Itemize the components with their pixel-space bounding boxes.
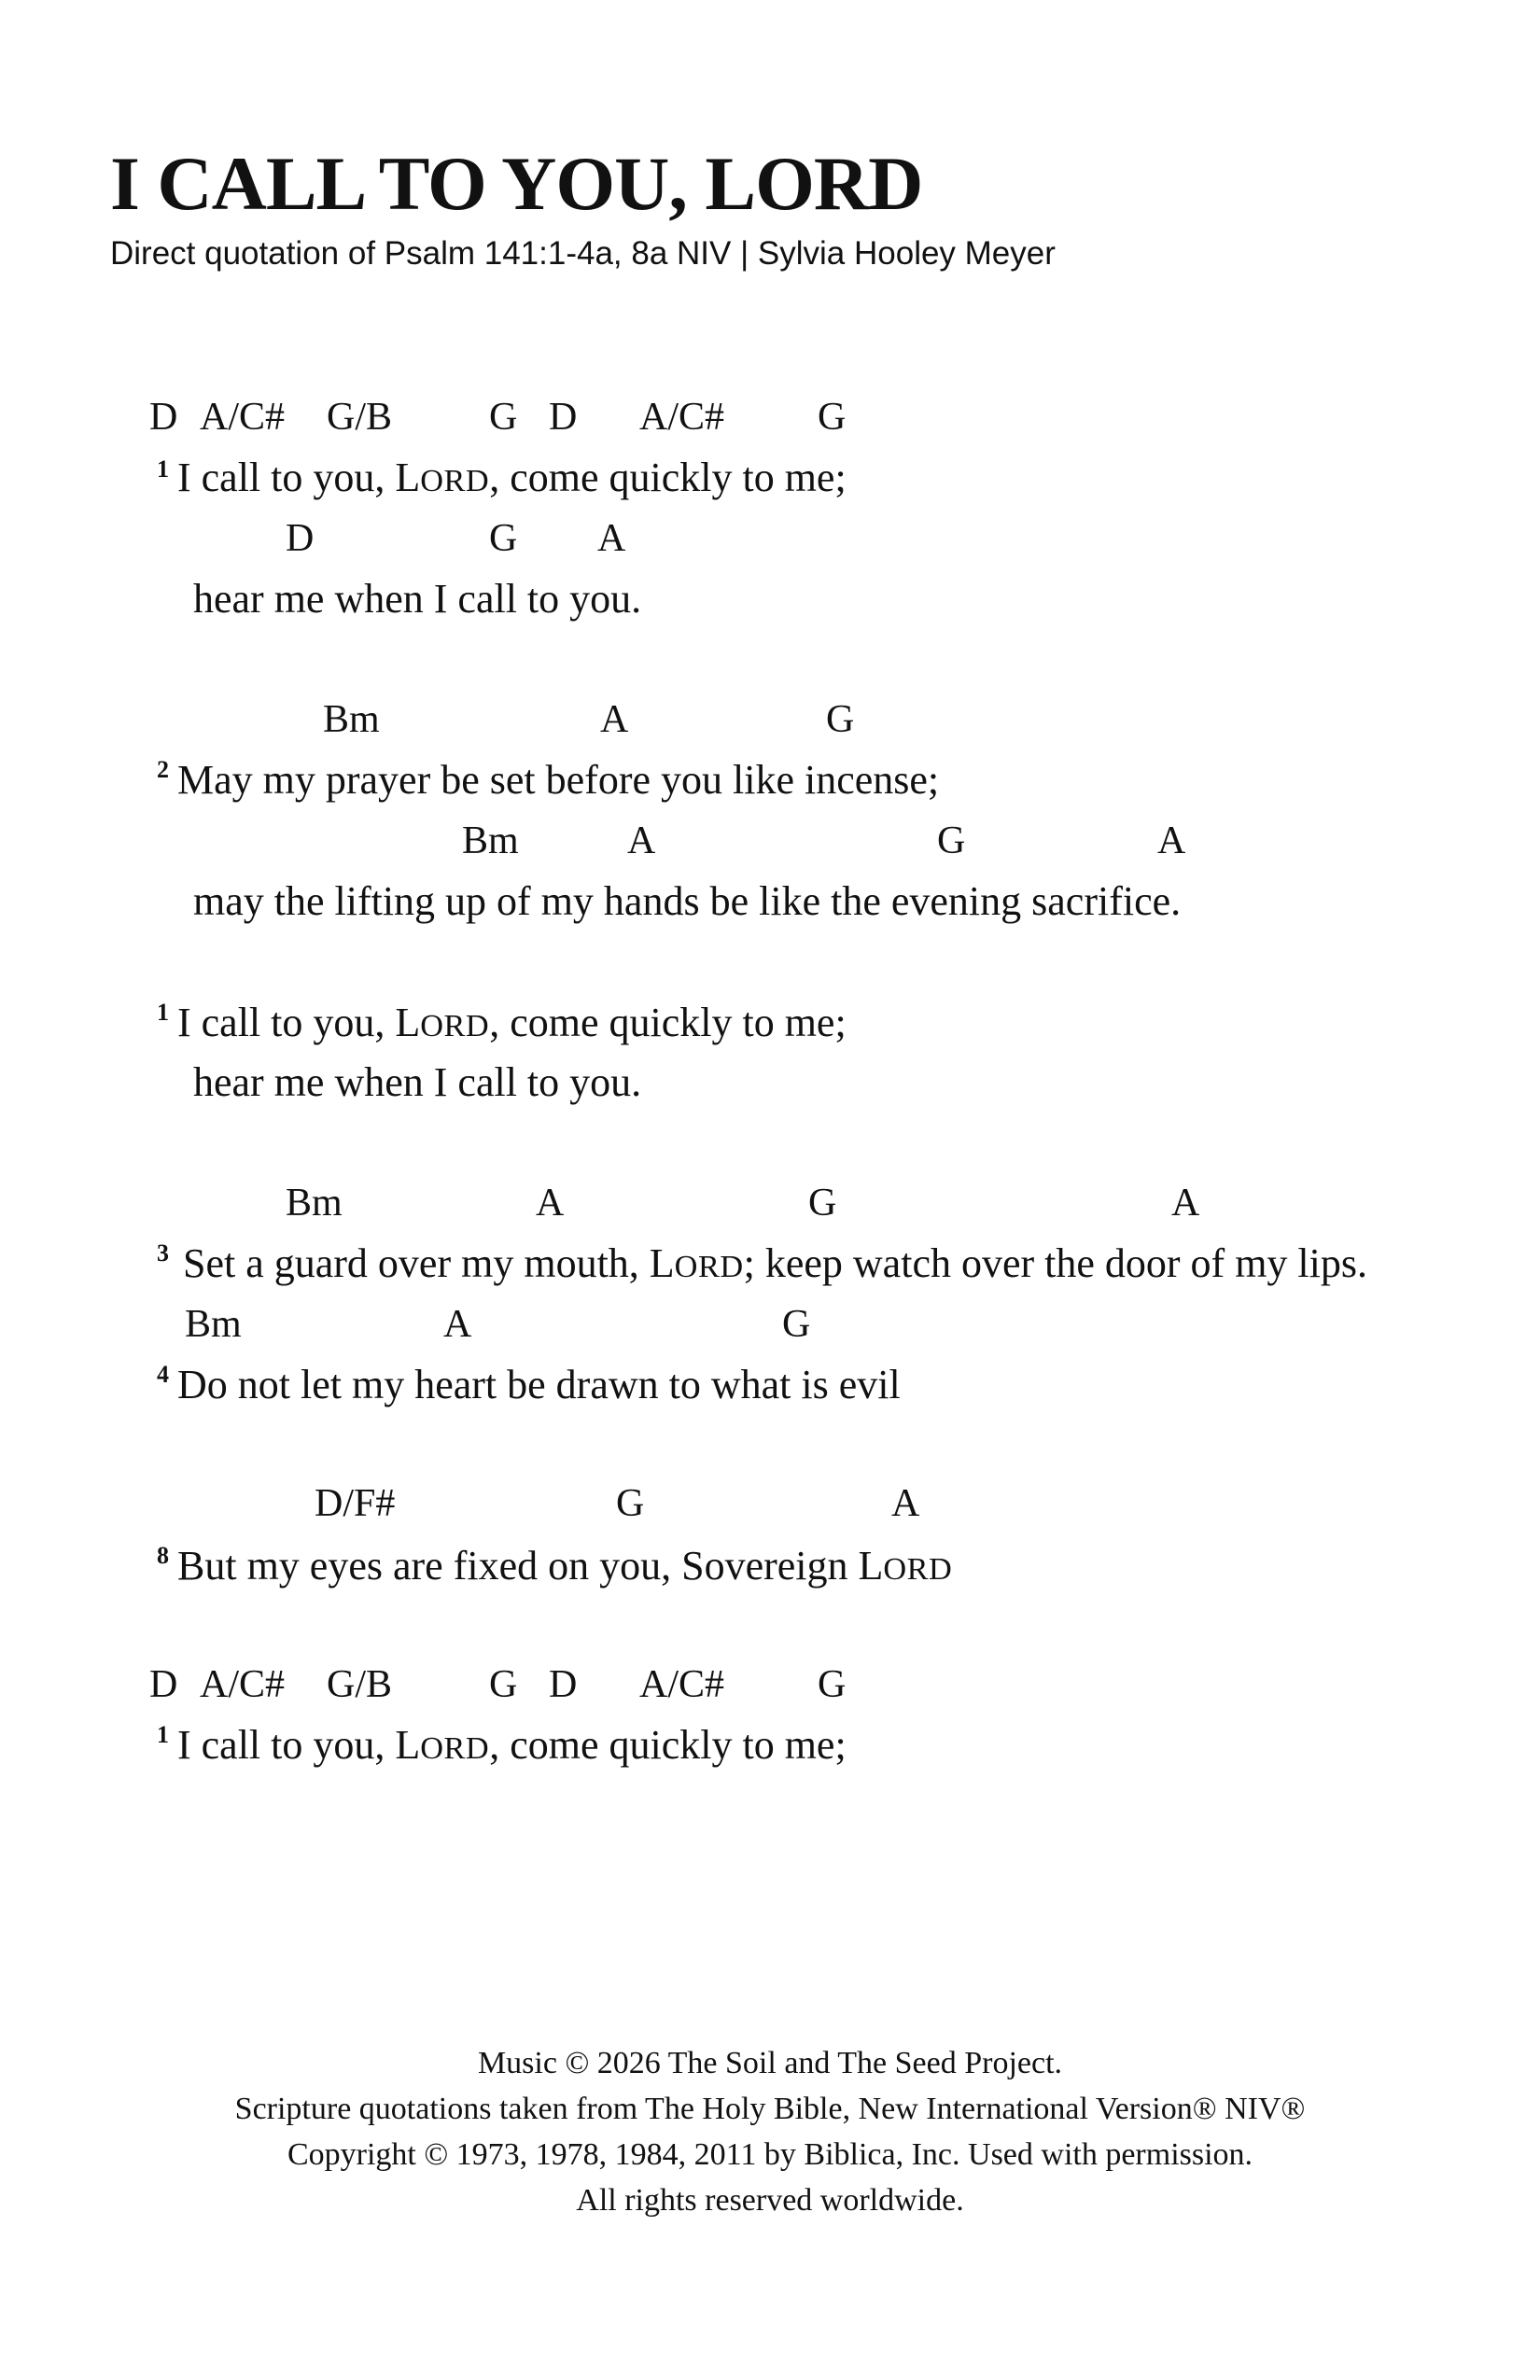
- lyric-small-caps: ORD: [883, 1551, 953, 1587]
- lyric-text: ; keep watch over the door of my lips.: [743, 1240, 1368, 1286]
- chord: A: [891, 1482, 920, 1525]
- song-subtitle: Direct quotation of Psalm 141:1-4a, 8a NIV | Sylvia Hooley Meyer: [110, 235, 1056, 272]
- chord: D: [286, 517, 315, 560]
- chord: G: [808, 1182, 837, 1225]
- lyric-text: , come quickly to me;: [489, 1722, 847, 1768]
- chord: A: [600, 698, 629, 741]
- verse-number: 8: [157, 1542, 169, 1569]
- chord: Bm: [323, 698, 380, 741]
- chord: G: [616, 1482, 645, 1525]
- lyric-text: , come quickly to me;: [489, 1000, 847, 1045]
- lyric-line: May my prayer be set before you like incense;: [177, 757, 940, 803]
- chord: A: [597, 517, 626, 560]
- chord: G: [937, 819, 966, 862]
- lyric-line: Do not let my heart be drawn to what is evil: [177, 1362, 901, 1407]
- verse-number: 2: [157, 756, 169, 783]
- lyric-line: may the lifting up of my hands be like the evening sacrifice.: [193, 878, 1182, 924]
- chord: A: [627, 819, 656, 862]
- lyric-text: I call to you, L: [177, 455, 421, 500]
- lyric-line: hear me when I call to you.: [193, 576, 642, 622]
- verse-number: 1: [157, 999, 169, 1026]
- chord: G: [489, 1663, 518, 1706]
- chord: D: [549, 1663, 578, 1706]
- chord: G: [826, 698, 855, 741]
- lyric-line: [177, 1543, 953, 1589]
- chord: G: [489, 517, 518, 560]
- lyric-line: hear me when I call to you.: [193, 1059, 642, 1105]
- lyric-text: I call to you, L: [177, 1722, 421, 1768]
- chord: Bm: [185, 1303, 242, 1346]
- chord: A/C#: [639, 1663, 725, 1706]
- lyric-text: I call to you, L: [177, 1000, 421, 1045]
- lyric-line: [183, 1240, 1368, 1286]
- footer-copyright-line: Scripture quotations taken from The Holy Bible, New International Version® NIV®: [234, 2092, 1306, 2126]
- lyric-small-caps: ORD: [420, 1008, 490, 1043]
- chord: A: [1171, 1182, 1200, 1225]
- chord: A/C#: [200, 396, 286, 439]
- chord: A: [443, 1303, 472, 1346]
- chord: A/C#: [200, 1663, 286, 1706]
- lyric-line: [177, 1722, 847, 1768]
- chord: G: [782, 1303, 811, 1346]
- chord: G/B: [327, 1663, 393, 1706]
- verse-number: 1: [157, 1721, 169, 1748]
- chord: A/C#: [639, 396, 725, 439]
- chord: G/B: [327, 396, 393, 439]
- chord: A: [536, 1182, 565, 1225]
- chord: G: [818, 1663, 847, 1706]
- footer-copyright-line: Music © 2026 The Soil and The Seed Project.: [477, 2046, 1063, 2080]
- chord: D: [549, 396, 578, 439]
- verse-number: 1: [157, 455, 169, 483]
- chord: Bm: [462, 819, 519, 862]
- chord: G: [489, 396, 518, 439]
- lyric-small-caps: ORD: [420, 463, 490, 498]
- lyric-text: Set a guard over my mouth, L: [183, 1240, 675, 1286]
- song-title: I CALL TO YOU, LORD: [110, 141, 923, 226]
- lyric-text: , come quickly to me;: [489, 455, 847, 500]
- chord: Bm: [286, 1182, 343, 1225]
- footer-copyright-line: Copyright © 1973, 1978, 1984, 2011 by Biblica, Inc. Used with permission.: [287, 2137, 1253, 2172]
- lyric-line: [177, 457, 847, 498]
- lyric-line: [177, 1002, 847, 1043]
- lyric-small-caps: ORD: [420, 1730, 490, 1766]
- chord: D: [149, 1663, 178, 1706]
- verse-number: 3: [157, 1239, 169, 1267]
- lyric-text: But my eyes are fixed on you, Sovereign L: [177, 1543, 884, 1589]
- chord: D: [149, 396, 178, 439]
- lyric-small-caps: ORD: [674, 1249, 744, 1284]
- chord: D/F#: [315, 1482, 396, 1525]
- chord: G: [818, 396, 847, 439]
- verse-number: 4: [157, 1361, 169, 1388]
- footer-copyright-line: All rights reserved worldwide.: [576, 2183, 964, 2218]
- chord: A: [1157, 819, 1186, 862]
